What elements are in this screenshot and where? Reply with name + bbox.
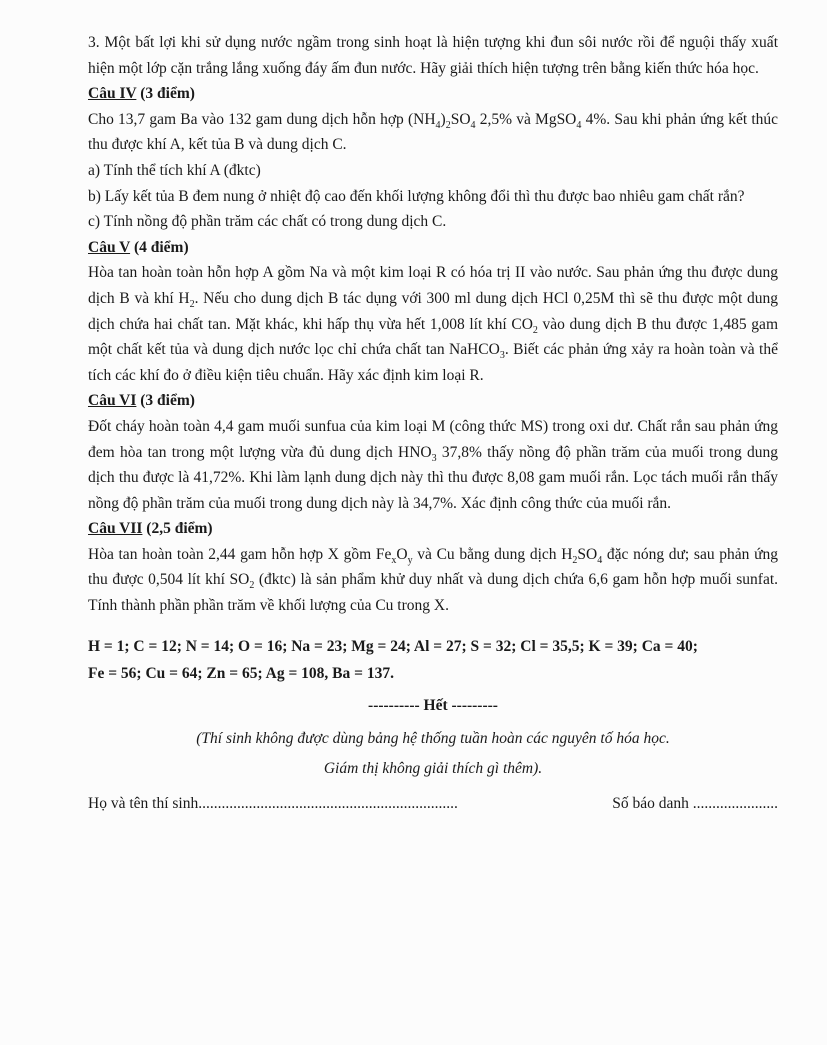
end-marker: ---------- Hết ---------	[368, 696, 498, 714]
candidate-name-field: Họ và tên thí sinh...................................................................	[88, 795, 458, 813]
section-heading-iv: Câu IV (3 điểm)	[88, 85, 195, 103]
note-line-1: (Thí sinh không được dùng bảng hệ thống tuần hoàn các nguyên tố hóa học.	[196, 730, 670, 748]
section-vi-body: Đốt cháy hoàn toàn 4,4 gam muối sunfua của kim loại M (công thức MS) trong oxi dư. Chất rắn sau phản ứng đem hòa tan trong một lượng vừa đủ dung dịch $HNO_3$ 37,8% thấy nồng độ phần trăm của muối trong dung dịch thu được là 41,72%. Khi làm lạnh dung dịch này thì thu được 8,08 gam muối rắn. Lọc tách muối rắn thấy nồng độ phần trăm của muối trong dung dịch này là 34,7%. Xác định công thức của muối rắn.	[88, 417, 778, 512]
section-v-body: Hòa tan hoàn toàn hỗn hợp A gồm Na và một kim loại R có hóa trị II vào nước. Sau phản ứng thu được dung dịch B và khí $H_2$. Nếu cho dung dịch B tác dụng với 300 ml dung dịch HCl 0,25M thì sẽ thu được một dung dịch chứa hai chất tan. Mặt khác, khi hấp thụ vừa hết 1,008 lít khí $CO_2$ vào dung dịch B thu được 1,485 gam một chất kết tủa và dung dịch nước lọc chỉ chứa chất tan NaHCO$_3$. Biết các phản ứng xảy ra hoàn toàn và thể tích các khí đo ở điều kiện tiêu chuẩn. Hãy xác định kim loại R.	[88, 264, 779, 384]
section-iv-part-b: b) Lấy kết tủa B đem nung ở nhiệt độ cao đến khối lượng không đổi thì thu được bao nhiêu gam chất rắn?	[88, 187, 745, 205]
section-heading-vii: Câu VII (2,5 điểm)	[88, 520, 213, 538]
section-heading-v: Câu V (4 điểm)	[88, 238, 189, 256]
candidate-number-field: Số báo danh ......................	[612, 795, 778, 813]
section-iv-part-a: a) Tính thể tích khí A (đktc)	[88, 161, 261, 179]
section-iv-part-c: c) Tính nồng độ phần trăm các chất có trong dung dịch C.	[88, 213, 447, 231]
atomic-masses-line-1: H = 1; C = 12; N = 14; O = 16; Na = 23; Mg = 24; Al = 27; S = 32; Cl = 35,5; K = 39; Ca = 40;	[88, 637, 698, 655]
section-heading-vi: Câu VI (3 điểm)	[88, 392, 195, 410]
section-vii-body: Hòa tan hoàn toàn 2,44 gam hỗn hợp X gồm $Fe_xO_y$ và Cu bằng dung dịch $H_2SO_4$ đặc nóng dư; sau phản ứng thu được 0,504 lít khí $SO_2$ (đktc) là sản phẩm khử duy nhất và dung dịch chứa 6,6 gam hỗn hợp muối sunfat. Tính thành phần phần trăm về khối lượng của Cu trong X.	[88, 545, 779, 615]
candidate-info-row	[88, 791, 778, 817]
question-3-text: 3. Một bất lợi khi sử dụng nước ngầm trong sinh hoạt là hiện tượng khi đun sôi nước rồi để nguội thấy xuất hiện một lớp cặn trắng lắng xuống đáy ấm đun nước. Hãy giải thích hiện tượng trên bằng kiến thức hóa học.	[88, 34, 778, 77]
atomic-masses	[88, 633, 778, 687]
atomic-masses-line-2: Fe = 56; Cu = 64; Zn = 65; Ag = 108, Ba = 137.	[88, 664, 394, 682]
note-line-2: Giám thị không giải thích gì thêm).	[323, 759, 543, 777]
section-iv-body: Cho 13,7 gam Ba vào 132 gam dung dịch hỗn hợp $(NH_4)_2SO_4$ 2,5% và MgSO$_4$ 4%. Sau khi phản ứng kết thúc thu được khí A, kết tủa B và dung dịch C.	[88, 110, 779, 154]
exam-content	[88, 30, 778, 817]
